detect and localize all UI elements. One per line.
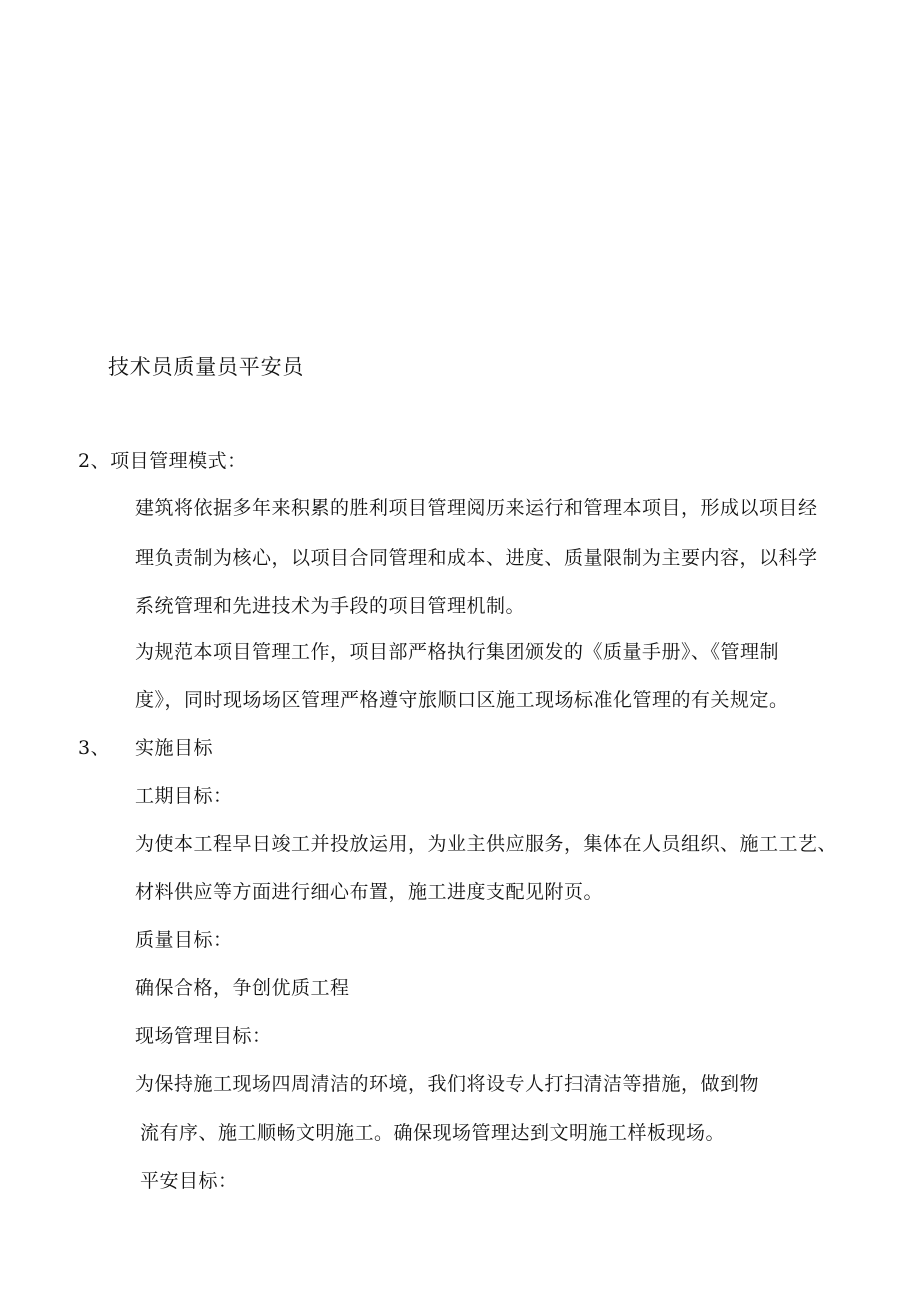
- site-management-goal-text-line-1: 为保持施工现场四周清洁的环境，我们将设专人打扫清洁等措施，做到物: [135, 1073, 760, 1095]
- schedule-goal-text-line-2: 材料供应等方面进行细心布置，施工进度支配见附页。: [135, 881, 604, 903]
- section-2-para-2-line-2: 度》，同时现场场区管理严格遵守旅顺口区施工现场标准化管理的有关规定。: [135, 689, 789, 711]
- schedule-goal-text-line-1: 为使本工程早日竣工并投放运用，为业主供应服务，集体在人员组织、施工工艺、: [135, 833, 838, 855]
- section-3-title: 实施目标: [135, 737, 214, 759]
- section-2-para-1-line-1: 建筑将依据多年来积累的胜利项目管理阅历来运行和管理本项目，形成以项目经: [135, 497, 818, 519]
- section-3-number: 3、: [78, 737, 111, 759]
- section-2-heading: 2、项目管理模式：: [78, 450, 247, 472]
- safety-goal-label: 平安目标：: [140, 1170, 238, 1192]
- section-2-para-1-line-3: 系统管理和先进技术为手段的项目管理机制。: [135, 595, 526, 617]
- section-2-para-1-line-2: 理负责制为核心，以项目合同管理和成本、进度、质量限制为主要内容，以科学: [135, 547, 818, 569]
- site-management-goal-text-line-2: 流有序、施工顺畅文明施工。确保现场管理达到文明施工样板现场。: [140, 1122, 726, 1144]
- section-2-para-2-line-1: 为规范本项目管理工作，项目部严格执行集团颁发的《质量手册》、《管理制: [135, 641, 780, 663]
- roles-line: 技术员质量员平安员: [108, 355, 305, 379]
- site-management-goal-label: 现场管理目标：: [135, 1025, 272, 1047]
- quality-goal-text: 确保合格，争创优质工程: [135, 977, 350, 999]
- schedule-goal-label: 工期目标：: [135, 785, 233, 807]
- quality-goal-label: 质量目标：: [135, 929, 233, 951]
